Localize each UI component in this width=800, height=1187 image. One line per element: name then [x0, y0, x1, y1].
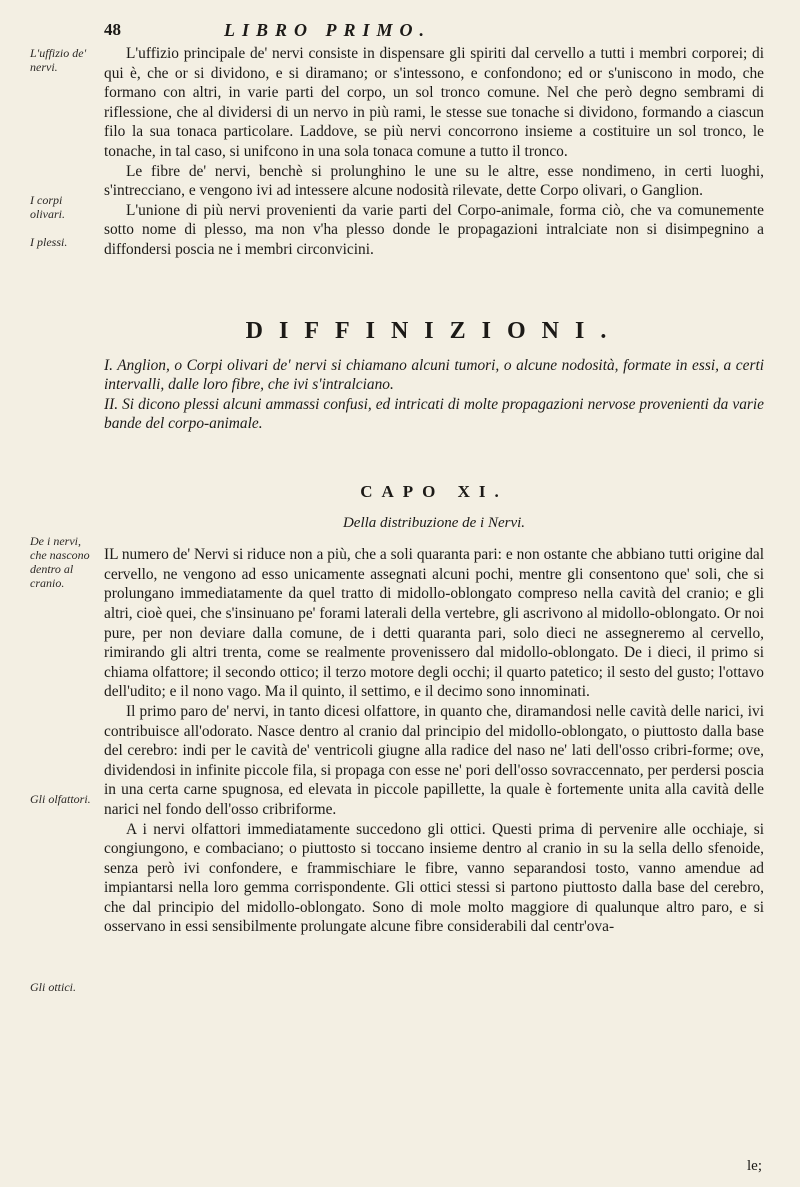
- page-number: 48: [104, 20, 121, 39]
- running-head: LIBRO PRIMO.: [224, 20, 432, 40]
- margin-note-corpi-olivari: I corpi olivari.: [30, 193, 65, 221]
- margin-note-ufficio: L'uffizio de' nervi.: [30, 46, 87, 74]
- paragraph: L'uffizio principale de' nervi consiste in dispensare gli spiriti dal cervello a tutti i membri corporei; di qui è, che or si dividono, e si diramano; or s'intessono, e confondono; ed or s'uniscono in modo, che formano con altri, in varie parti del corpo, un sol tronco comune. Nel che però degno sembrami di riflessione, che al dividersi di un nervo in più rami, le stesse sue tonache si dividono, formando a ciascun filo la sua tonaca particolare. Laddove, se più nervi concorrono insieme a costituire un sol tronco, le tonache, in tal caso, si unifcono in una sola tonaca comune a tutto il tronco.: [104, 45, 764, 160]
- chapter-section: [104, 482, 764, 937]
- page-header: [104, 20, 764, 44]
- chapter-subtitle: Della distribuzione de i Nervi.: [342, 514, 526, 531]
- chapter-paragraph: A i nervi olfattori immediatamente succedono gli ottici. Questi prima di pervenire alle occhiaje, si congiungono, e combaciano; o piuttosto si toccano insieme dentro al cranio in su la sella dello sfenoide, senza però ivi confondere, e frammischiare le fibre, vanno separandosi tosto, vanno amendue ad impiantarsi nella loro gemma corrispondente. Gli ottici stessi si partono piuttosto dalla base del cerebro, che dal principio del midollo-oblongato. Sono di mole molto maggiore di qualunque altro paro, e si osservano in essi sensibilmente prolungate alcune fibre considerabili dal centr'ova-: [104, 820, 764, 936]
- margin-note-nervi-cranio: De i nervi, che nascono dentro al cranio.: [30, 534, 90, 590]
- chapter-title: CAPO XI.: [360, 482, 508, 501]
- definitions-section: [104, 318, 764, 434]
- catchword: le;: [747, 1158, 762, 1174]
- definition-1: I. Anglion, o Corpi olivari de' nervi si chiamano alcuni tumori, o alcune nodosità, formate in essi, a certi intervalli, dalle loro fibre, che ivi s'intralciano.: [104, 356, 764, 394]
- definition-2: II. Si dicono plessi alcuni ammassi confusi, ed intricati di molte propagazioni nervose provenienti da varie bande del corpo-animale.: [104, 395, 764, 433]
- margin-note-plessi: I plessi.: [30, 235, 68, 249]
- chapter-paragraph: Il primo paro de' nervi, in tanto dicesi olfattore, in quanto che, diramandosi nelle cavità delle narici, ivi contribuisce all'odorato. Nasce dentro al cranio dal principio del midollo-oblongato, o piuttosto dalla base del cerebro: indi per le cavità de' ventricoli giugne alla radice del naso ne' lati dell'osso cribri-forme; ove, dividendosi in infinite piccole fila, si propaga con esse ne' pori dell'osso sovraccennato, per perdersi poscia in una certa carne spugnosa, ed elevata in piccole papillette, la quale è fortemente unita alla cavità delle narici nel fondo dell'osso cribriforme.: [104, 702, 764, 818]
- paragraph: L'unione di più nervi provenienti da varie parti del Corpo-animale, forma ciò, che va comunemente sotto nome di plesso, ma non v'ha plesso donde le propagazioni intralciate non si disimpegnino a diffondersi poscia ne i membri circonvicini.: [104, 201, 764, 258]
- margin-note-ottici: Gli ottici.: [30, 980, 76, 994]
- main-text: [104, 44, 764, 260]
- paragraph: Le fibre de' nervi, benchè si prolunghino le une su le altre, esse nondimeno, in certi luoghi, s'intrecciano, e vengono ivi ad intessere alcune nodosità rilevate, dette Corpo olivari, o Ganglion.: [104, 162, 764, 200]
- chapter-paragraph: IL numero de' Nervi si riduce non a più, che a soli quaranta pari: e non ostante che abbiano tutti origine dal cervello, ne vengono ad esso unicamente assegnati alcuni pochi, mentre gli consentono que' soli, che si prolungano immediatamente da quel tratto di midollo-oblongato compreso nella cavità del cranio; e gli altri, cioè quei, che s'insinuano pe' forami laterali della vertebre, gli ascrivono al midollo-oblongato. Or noi pure, per non deviare dalla comune, de i detti quaranta pari, solo dieci ne assegneremo al cervello, rimirando gli altri trenta, come se realmente provenissero dal midollo-oblongato. De i dieci, il primo si chiama olfattore; il secondo ottico; il terzo motore degli occhi; il quarto patetico; il sesto del gusto; l'ottavo dell'udito; e il nono vago. Ma il quinto, il settimo, e il decimo sono innominati.: [104, 546, 764, 701]
- margin-note-olfattori: Gli olfattori.: [30, 792, 91, 806]
- definitions-title: DIFFINIZIONI.: [245, 318, 623, 344]
